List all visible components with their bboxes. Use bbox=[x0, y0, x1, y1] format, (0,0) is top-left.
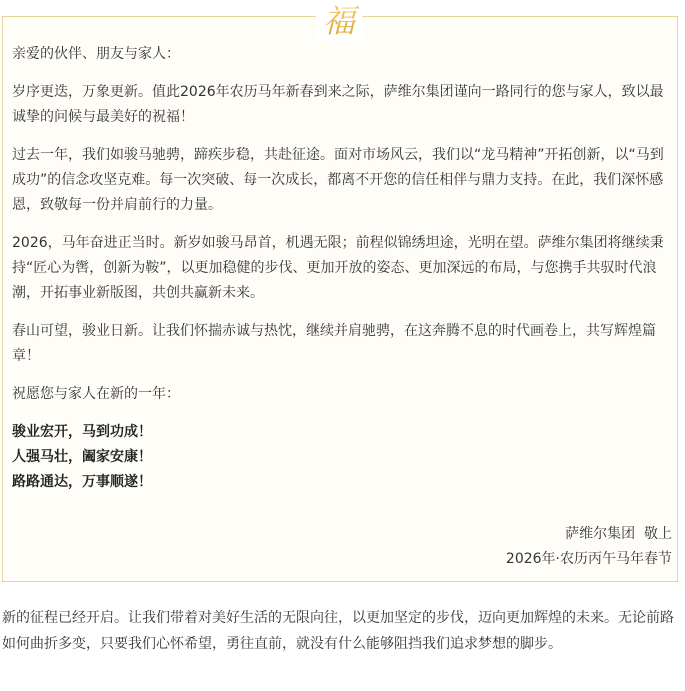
wish-line: 骏业宏开，马到功成！ bbox=[12, 424, 152, 440]
signature-company: 萨维尔集团 敬上 bbox=[565, 526, 672, 542]
letter-signature bbox=[506, 522, 672, 572]
wish-line: 人强马壮，阖家安康！ bbox=[12, 449, 152, 465]
letter-body bbox=[12, 42, 668, 495]
fu-glyph: 福 bbox=[322, 2, 356, 40]
fu-calligraphy-icon bbox=[319, 0, 359, 40]
letter-greeting: 亲爱的伙伴、朋友与家人： bbox=[12, 46, 180, 62]
wish-intro: 祝愿您与家人在新的一年： bbox=[12, 386, 180, 402]
wish-list bbox=[12, 420, 668, 495]
letter-paragraph: 过去一年，我们如骏马驰骋，蹄疾步稳，共赴征途。面对市场风云，我们以“龙马精神”开拓创新，以“马到成功”的信念攻坚克难。每一次突破、每一次成长，都离不开您的信任相伴与鼎力支持。在此，我们深怀感恩，致敬每一份并肩前行的力量。 bbox=[12, 147, 664, 213]
signature-date: 2026年·农历丙午马年春节 bbox=[505, 551, 672, 567]
letter-paragraph: 春山可望，骏业日新。让我们怀揣赤诚与热忱，继续并肩驰骋，在这奔腾不息的时代画卷上，共写辉煌篇章！ bbox=[12, 323, 656, 364]
fu-character-badge bbox=[316, 0, 362, 40]
letter-paragraph: 2026，马年奋进正当时。新岁如骏马昂首，机遇无限；前程似锦绣坦途，光明在望。萨维尔集团将继续秉持“匠心为辔，创新为鞍”，以更加稳健的步伐、更加开放的姿态、更加深远的布局，与您携手共驭时代浪潮，开拓事业新版图，共创共赢新未来。 bbox=[12, 235, 664, 301]
wish-line: 路路通达，万事顺遂！ bbox=[12, 474, 152, 490]
letter-paragraph: 岁序更迭，万象更新。值此2026年农历马年新春到来之际，萨维尔集团谨向一路同行的您与家人，致以最诚挚的问候与最美好的祝福！ bbox=[12, 84, 664, 125]
footer-paragraph: 新的征程已经开启。让我们带着对美好生活的无限向往，以更加坚定的步伐，迈向更加辉煌的未来。无论前路如何曲折多变，只要我们心怀希望，勇往直前，就没有什么能够阻挡我们追求梦想的脚步。 bbox=[2, 610, 674, 652]
